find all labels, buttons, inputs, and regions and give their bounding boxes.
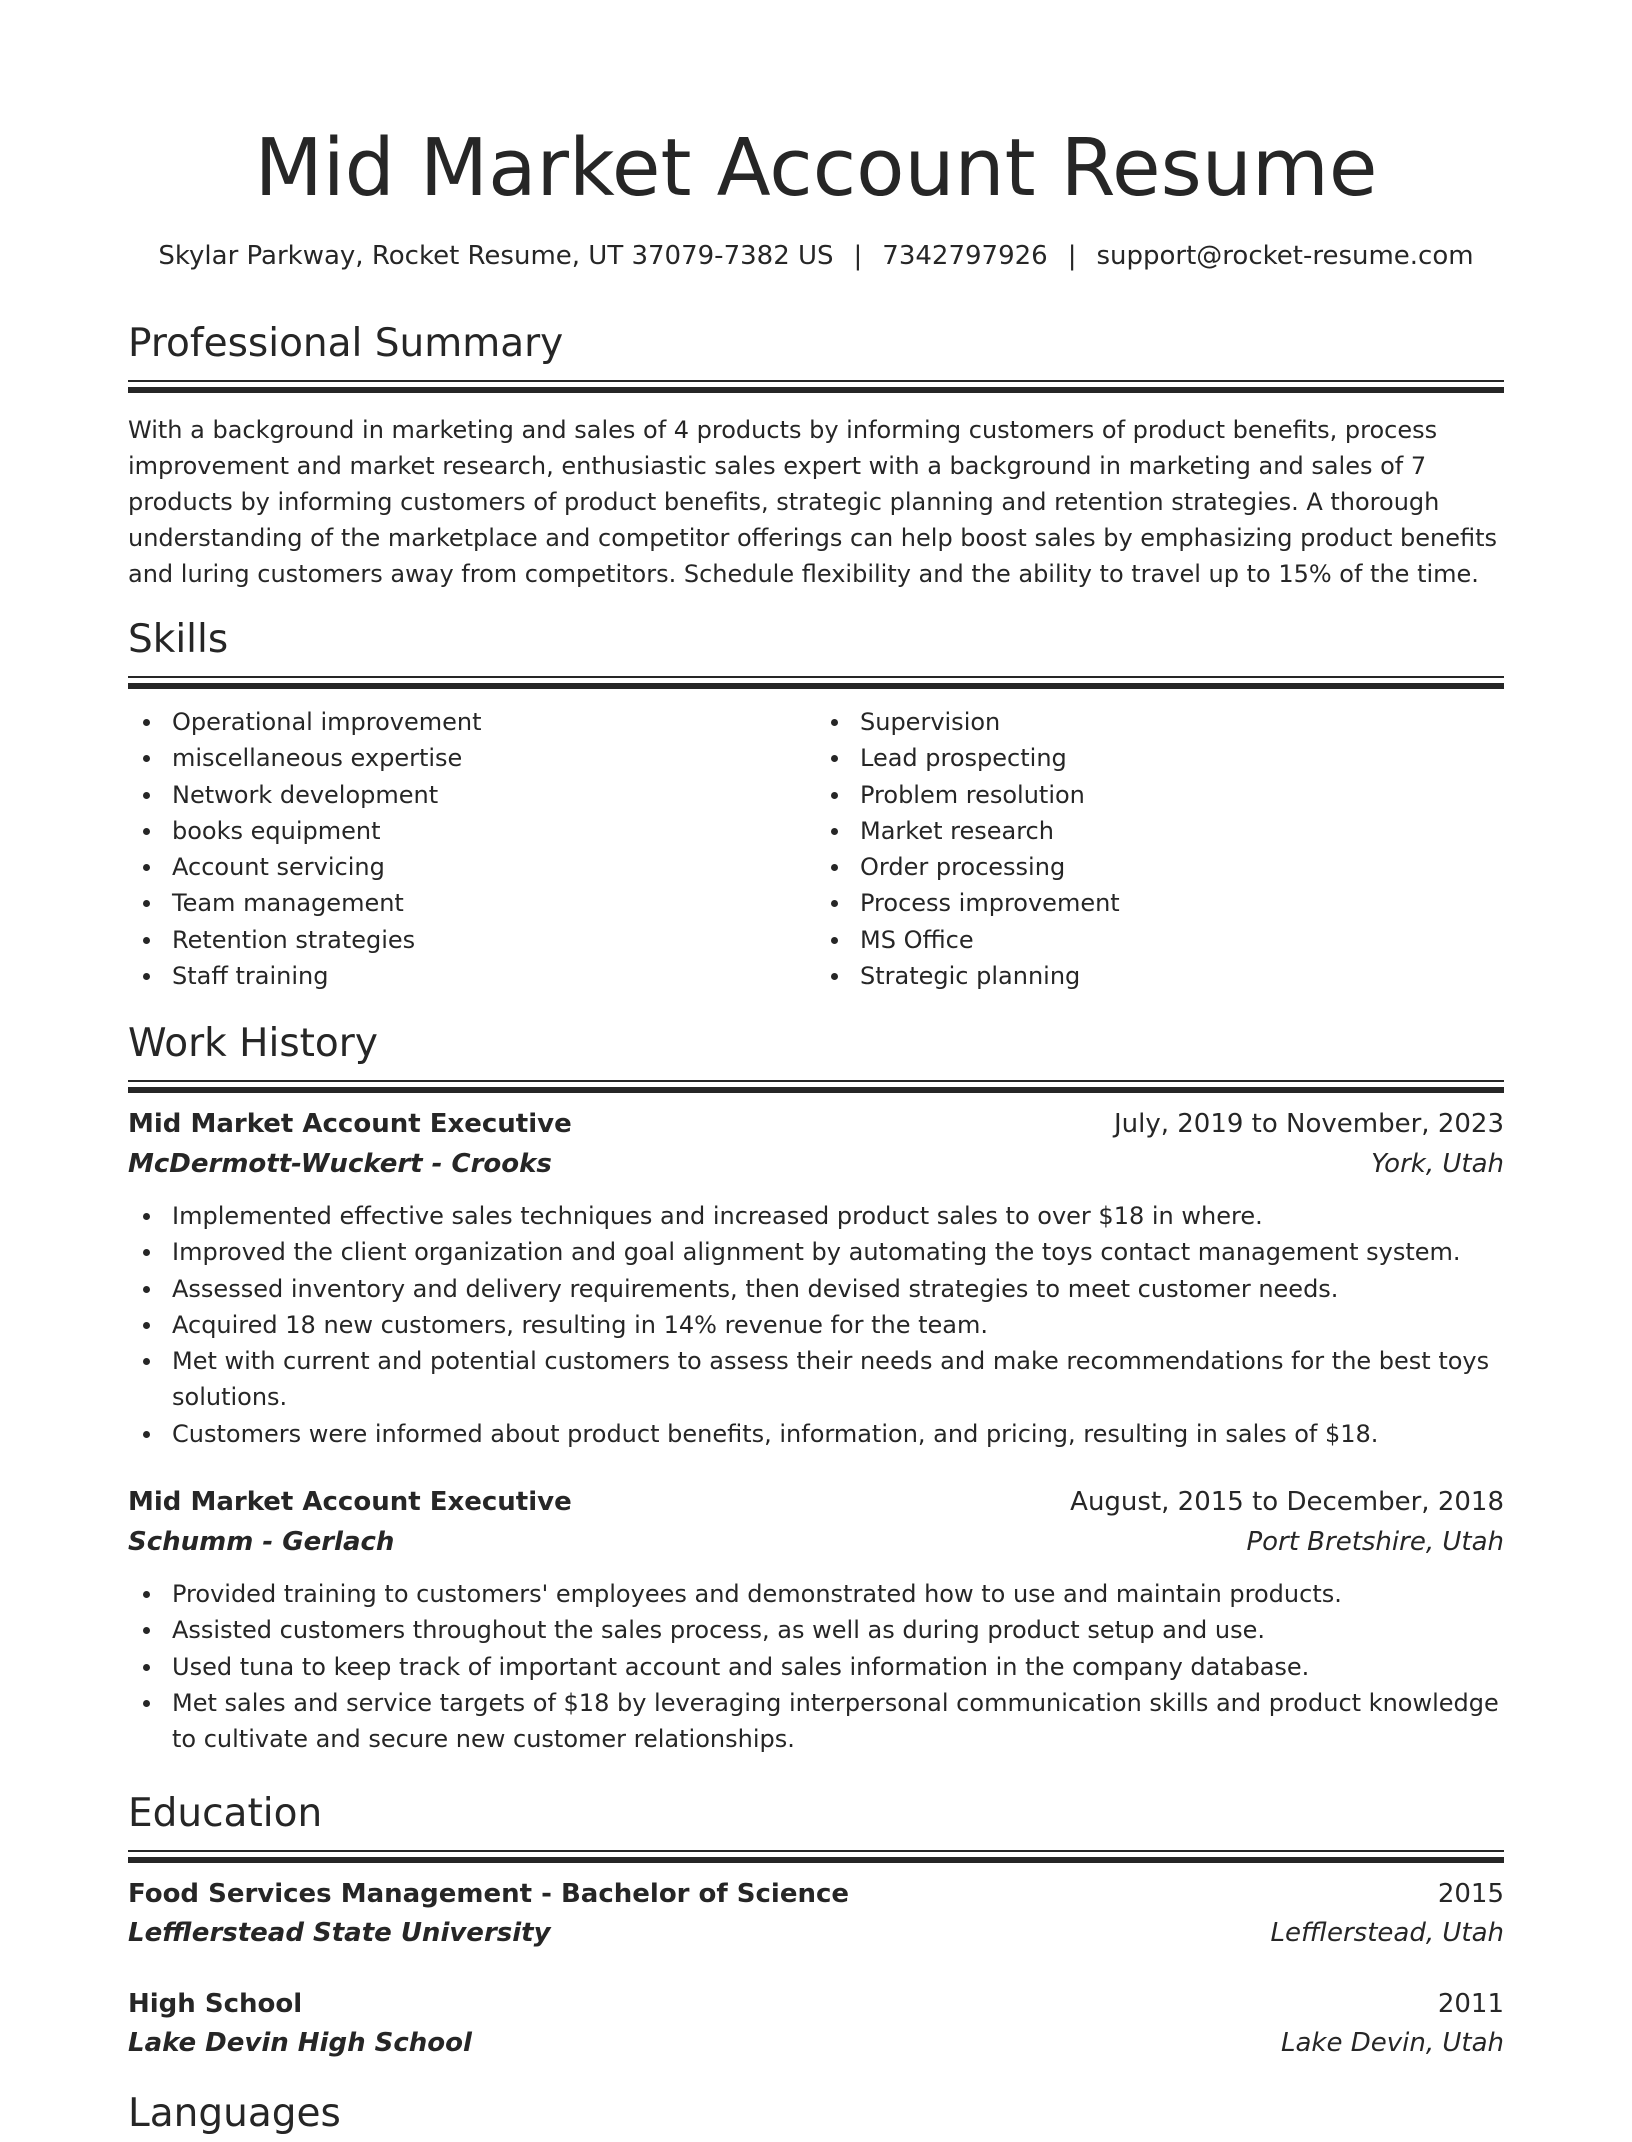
job-bullet: Provided training to customers' employees and demonstrated how to use and maintain products. — [172, 1576, 1504, 1612]
job-bullet: Assisted customers throughout the sales process, as well as during product setup and use. — [172, 1612, 1504, 1648]
education-heading: Education — [128, 1791, 323, 1836]
job-location: York, Utah — [1371, 1149, 1504, 1179]
job-bullets — [128, 1576, 1504, 1757]
skill-item: MS Office — [860, 922, 1504, 958]
summary-text: With a background in marketing and sales of 4 products by informing customers of product benefits, process improvement and market research, enthusiastic sales expert with a background in marketing and sales of 7 products by informing customers of product benefits, strategic planning and retention strategies. A thorough understanding of the marketplace and competitor offerings can help boost sales by emphasizing product benefits and luring customers away from competitors. Schedule flexibility and the ability to travel up to 15% of the time. — [128, 416, 1498, 588]
work-history-section — [128, 1016, 1504, 1758]
job-bullet: Used tuna to keep track of important account and sales information in the company database. — [172, 1649, 1504, 1685]
skill-item: Team management — [172, 885, 816, 921]
job-bullet: Customers were informed about product benefits, information, and pricing, resulting in sales of $18. — [172, 1416, 1504, 1452]
skill-item: Market research — [860, 813, 1504, 849]
summary-heading: Professional Summary — [128, 321, 564, 366]
skills-columns — [128, 704, 1504, 994]
skill-item: miscellaneous expertise — [172, 740, 816, 776]
work-history-heading: Work History — [128, 1021, 378, 1066]
job-entry — [128, 1104, 1504, 1452]
skill-item: Strategic planning — [860, 958, 1504, 994]
languages-heading: Languages — [128, 2091, 341, 2136]
languages-section — [128, 2086, 1504, 2142]
skill-item: books equipment — [172, 813, 816, 849]
job-bullet: Implemented effective sales techniques and increased product sales to over $18 in where. — [172, 1198, 1504, 1234]
job-company: McDermott-Wuckert - Crooks — [128, 1149, 552, 1179]
education-section — [128, 1786, 1504, 2062]
skill-item: Network development — [172, 777, 816, 813]
job-dates: August, 2015 to December, 2018 — [1070, 1487, 1504, 1518]
section-divider — [128, 676, 1504, 686]
education-entry — [128, 1984, 1504, 2062]
contact-separator: | — [853, 241, 863, 271]
skill-item: Supervision — [860, 704, 1504, 740]
contact-line — [128, 236, 1504, 276]
skill-item: Order processing — [860, 849, 1504, 885]
skill-item: Staff training — [172, 958, 816, 994]
job-company: Schumm - Gerlach — [128, 1527, 395, 1558]
job-bullets — [128, 1198, 1504, 1452]
job-bullet: Met with current and potential customers to assess their needs and make recommendations for the best toys solutions. — [172, 1343, 1504, 1416]
job-title: Mid Market Account Executive — [128, 1487, 572, 1518]
skill-item: Account servicing — [172, 849, 816, 885]
job-bullet: Improved the client organization and goal alignment by automating the toys contact management system. — [172, 1234, 1504, 1270]
education-degree: Food Services Management - Bachelor of Science — [128, 1879, 850, 1909]
skills-list-left — [128, 704, 816, 994]
job-bullet: Acquired 18 new customers, resulting in 14% revenue for the team. — [172, 1307, 1504, 1343]
job-dates: July, 2019 to November, 2023 — [1113, 1109, 1504, 1139]
skills-heading: Skills — [128, 617, 229, 662]
skill-item: Problem resolution — [860, 777, 1504, 813]
contact-address: Skylar Parkway, Rocket Resume, UT 37079-7382 US — [158, 241, 834, 271]
education-year: 2015 — [1437, 1879, 1504, 1909]
job-bullet: Met sales and service targets of $18 by leveraging interpersonal communication skills and product knowledge to cultivate and secure new customer relationships. — [172, 1685, 1504, 1758]
contact-separator: | — [1067, 241, 1077, 271]
education-degree: High School — [128, 1989, 303, 2019]
education-location: Lefflerstead, Utah — [1270, 1918, 1504, 1948]
section-divider — [128, 1850, 1504, 1860]
job-entry — [128, 1482, 1504, 1757]
skill-item: Operational improvement — [172, 704, 816, 740]
summary-section — [128, 316, 1504, 592]
contact-phone: 7342797926 — [882, 241, 1048, 271]
skill-item: Retention strategies — [172, 922, 816, 958]
section-divider — [128, 380, 1504, 390]
education-school: Lefflerstead State University — [128, 1918, 551, 1948]
contact-email: support@rocket-resume.com — [1096, 241, 1474, 271]
education-year: 2011 — [1437, 1989, 1504, 2019]
job-location: Port Bretshire, Utah — [1246, 1527, 1504, 1558]
skill-item: Lead prospecting — [860, 740, 1504, 776]
education-school: Lake Devin High School — [128, 2028, 472, 2058]
skill-item: Process improvement — [860, 885, 1504, 921]
education-entry — [128, 1874, 1504, 1952]
job-bullet: Assessed inventory and delivery requirements, then devised strategies to meet customer needs. — [172, 1271, 1504, 1307]
skills-section — [128, 612, 1504, 994]
section-divider — [128, 1080, 1504, 1090]
resume-name: Mid Market Account Resume — [254, 122, 1378, 214]
job-title: Mid Market Account Executive — [128, 1109, 572, 1139]
skills-list-right — [816, 704, 1504, 994]
education-location: Lake Devin, Utah — [1280, 2028, 1504, 2058]
